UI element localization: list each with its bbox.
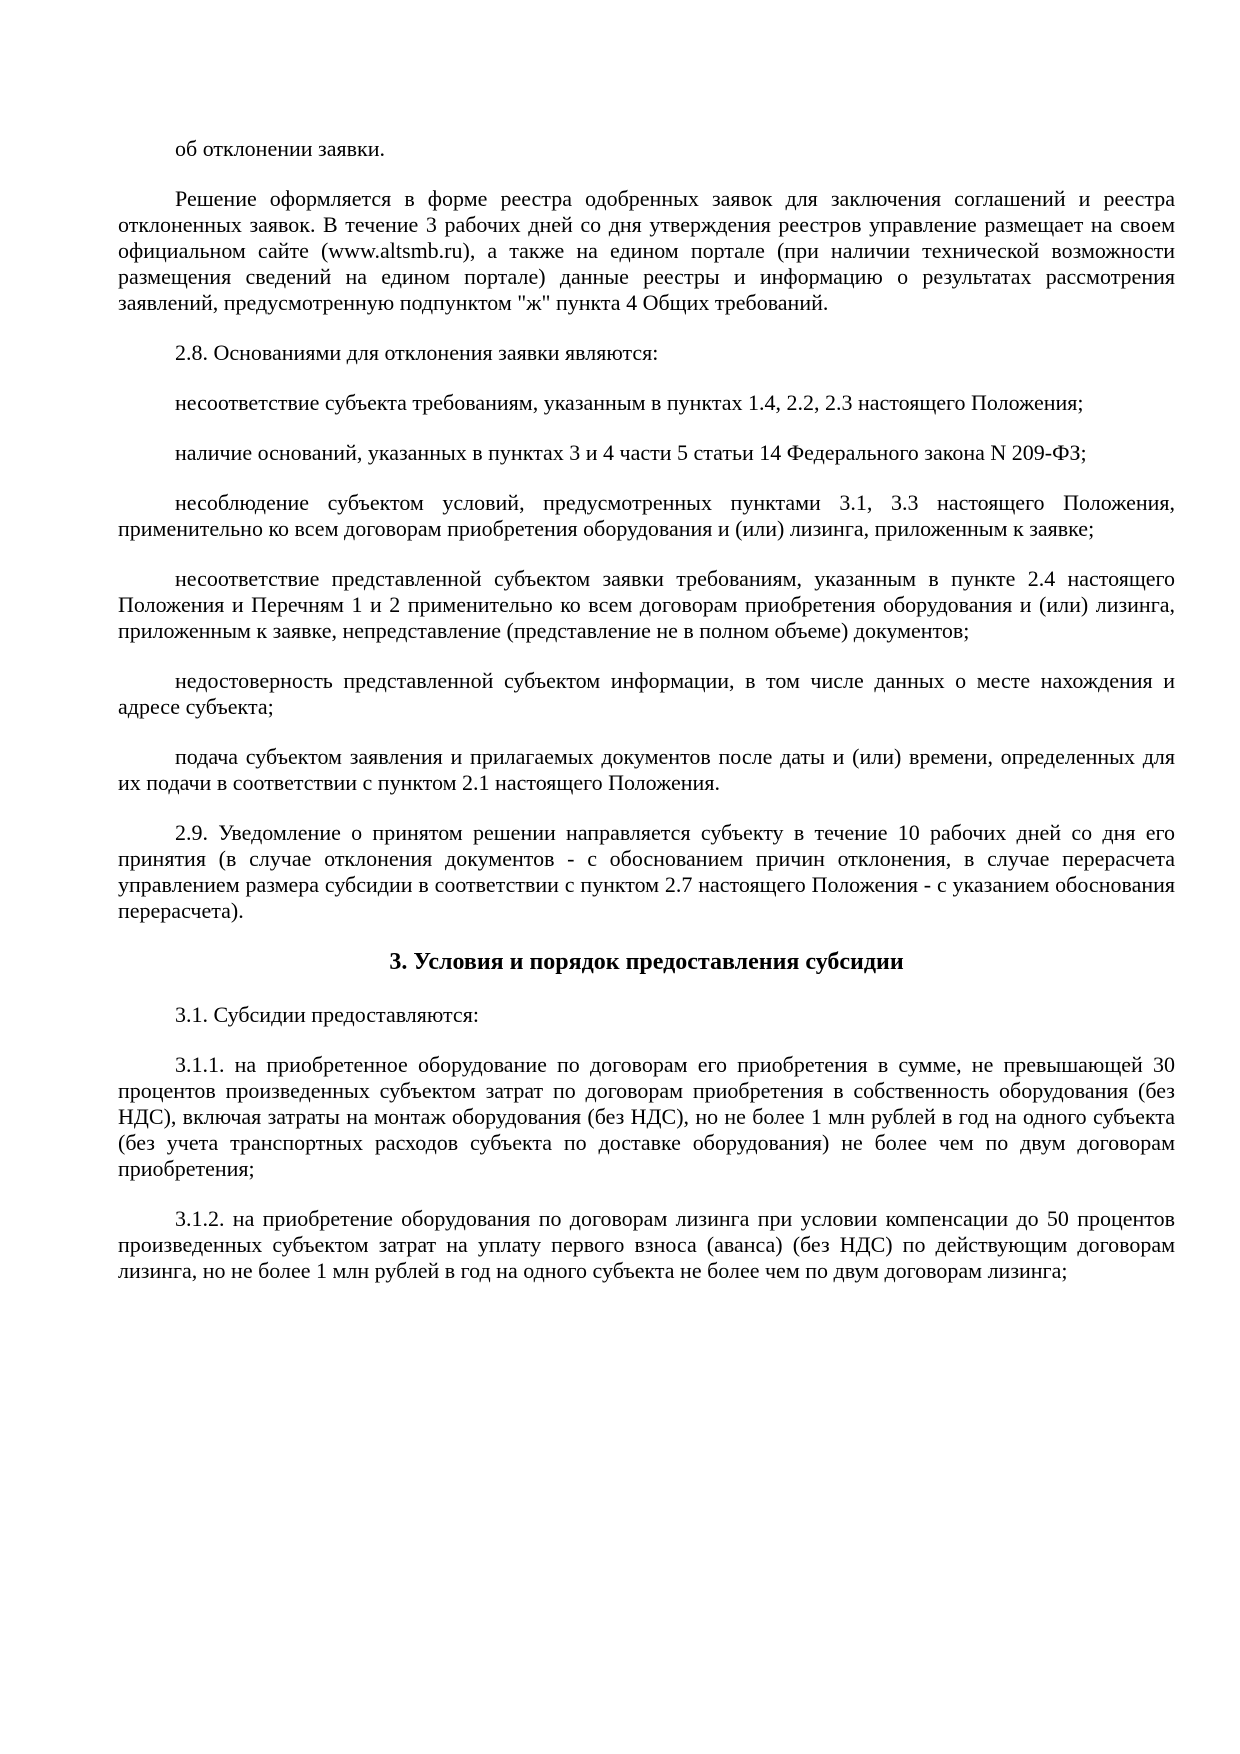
paragraph: Решение оформляется в форме реестра одобренных заявок для заключения соглашений и реестра отклоненных заявок. В течение 3 рабочих дней со дня утверждения реестров управление размещает на своем официальном сайте (www.altsmb.ru), а также на едином портале (при наличии технической возможности размещения сведений на едином портале) данные реестры и информацию о результатах рассмотрения заявлений, предусмотренную подпунктом "ж" пункта 4 Общих требований.	[118, 186, 1175, 315]
section-heading: 3. Условия и порядок предоставления субсидии	[389, 949, 904, 975]
paragraph: 2.8. Основаниями для отклонения заявки являются:	[175, 340, 659, 365]
paragraph: несоответствие представленной субъектом заявки требованиям, указанным в пункте 2.4 настоящего Положения и Перечням 1 и 2 применительно ко всем договорам приобретения оборудования и (или) лизинга, приложенным к заявке, непредставление (представление не в полном объеме) документов;	[118, 566, 1175, 643]
paragraph: 3.1.2. на приобретение оборудования по договорам лизинга при условии компенсации до 50 процентов произведенных субъектом затрат на уплату первого взноса (аванса) (без НДС) по действующим договорам лизинга, но не более 1 млн рублей в год на одного субъекта не более чем по двум договорам лизинга;	[118, 1206, 1175, 1283]
paragraph: 3.1.1. на приобретенное оборудование по договорам его приобретения в сумме, не превышающей 30 процентов произведенных субъектом затрат по договорам приобретения в собственность оборудования (без НДС), включая затраты на монтаж оборудования (без НДС), но не более 1 млн рублей в год на одного субъекта (без учета транспортных расходов субъекта по доставке оборудования) не более чем по двум договорам приобретения;	[118, 1052, 1175, 1181]
paragraph: недостоверность представленной субъектом информации, в том числе данных о месте нахождения и адресе субъекта;	[118, 668, 1175, 719]
paragraph: подача субъектом заявления и прилагаемых документов после даты и (или) времени, определенных для их подачи в соответствии с пунктом 2.1 настоящего Положения.	[118, 744, 1175, 795]
paragraph: об отклонении заявки.	[175, 136, 385, 161]
paragraph: несоответствие субъекта требованиям, указанным в пунктах 1.4, 2.2, 2.3 настоящего Положения;	[175, 390, 1084, 415]
document-page	[118, 136, 1175, 1308]
paragraph: наличие оснований, указанных в пунктах 3 и 4 части 5 статьи 14 Федерального закона N 209-ФЗ;	[175, 440, 1087, 465]
paragraph: 2.9. Уведомление о принятом решении направляется субъекту в течение 10 рабочих дней со дня его принятия (в случае отклонения документов - с обоснованием причин отклонения, в случае перерасчета управлением размера субсидии в соответствии с пунктом 2.7 настоящего Положения - с указанием обоснования перерасчета).	[118, 820, 1175, 923]
paragraph: 3.1. Субсидии предоставляются:	[175, 1002, 479, 1027]
paragraph: несоблюдение субъектом условий, предусмотренных пунктами 3.1, 3.3 настоящего Положения, применительно ко всем договорам приобретения оборудования и (или) лизинга, приложенным к заявке;	[118, 490, 1175, 541]
